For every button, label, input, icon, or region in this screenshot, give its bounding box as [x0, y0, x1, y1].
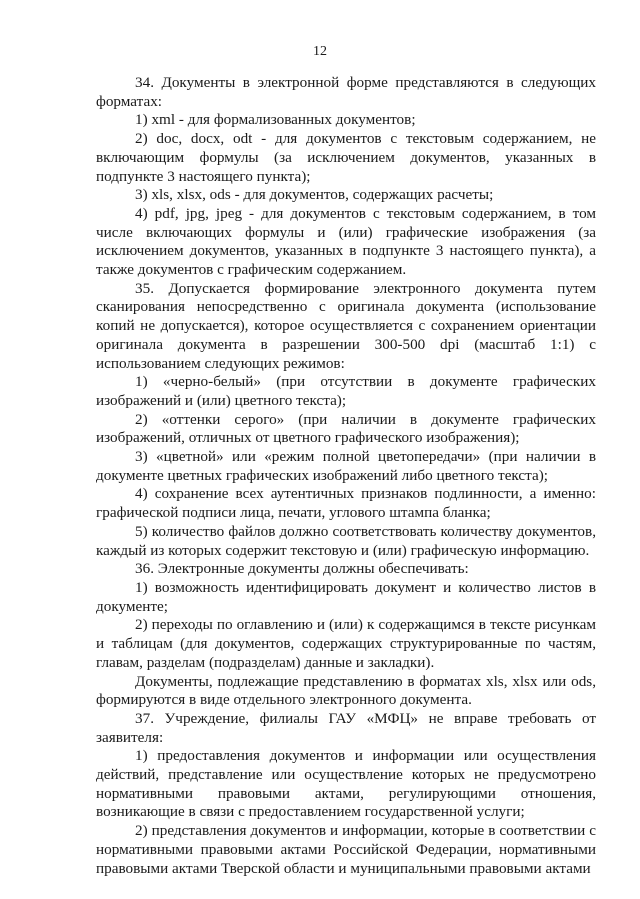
paragraph-37-item-1: 1) предоставления документов и информации или осуществления действий, представление или осуществление которых не предусмотрено нормативными правовыми актами, регулирующими отношения, возникающие в связи с предоставлением государственной услуги; [96, 747, 596, 821]
paragraph-36-item-2: 2) переходы по оглавлению и (или) к содержащимся в тексте рисункам и таблицам (для документов, содержащих структурированные по частям, главам, разделам (подразделам) данные и закладки). [96, 616, 596, 671]
paragraph-35-item-2: 2) «оттенки серого» (при наличии в документе графических изображений, отличных от цветного графического изображения); [96, 410, 596, 447]
paragraph-36: 36. Электронные документы должны обеспечивать: [135, 560, 469, 578]
paragraph-34-item-2: 2) doc, docx, odt - для документов с текстовым содержанием, не включающим формулы (за исключением документов, указанных в подпункте 3 настоящего пункта); [96, 130, 596, 185]
paragraph-34-item-4: 4) pdf, jpg, jpeg - для документов с текстовым содержанием, в том числе включающих формулы и (или) графические изображения (за исключением документов, указанных в подпункте 3 настоящего пункта), а также документов с графическим содержанием. [96, 204, 596, 279]
paragraph-34-item-1: 1) xml - для формализованных документов; [135, 111, 416, 129]
paragraph-37-item-2: 2) представления документов и информации, которые в соответствии с нормативными правовыми актами Российской Федерации, нормативными правовыми актами Тверской области и муниципальными правовыми актами [96, 822, 596, 877]
paragraph-34: 34. Документы в электронной форме представляются в следующих форматах: [96, 74, 596, 110]
paragraph-35: 35. Допускается формирование электронного документа путем сканирования непосредственно с оригинала документа (использование копий не допускается), которое осуществляется с сохранением ориентации оригинала документа в разрешении 300-500 dpi (масштаб 1:1) с использованием следующих режимов: [96, 279, 596, 372]
paragraph-35-item-3: 3) «цветной» или «режим полной цветопередачи» (при наличии в документе цветных графических изображений либо цветного текста); [96, 448, 596, 484]
document-body [96, 74, 596, 878]
paragraph-36-item-1: 1) возможность идентифицировать документ и количество листов в документе; [96, 578, 596, 615]
paragraph-34-item-3: 3) xls, xlsx, ods - для документов, содержащих расчеты; [135, 186, 494, 204]
paragraph-37: 37. Учреждение, филиалы ГАУ «МФЦ» не вправе требовать от заявителя: [96, 709, 596, 746]
paragraph-36-note: Документы, подлежащие представлению в форматах xls, xlsx или ods, формируются в виде отдельного электронного документа. [96, 672, 596, 709]
paragraph-35-item-5: 5) количество файлов должно соответствовать количеству документов, каждый из которых содержит текстовую и (или) графическую информацию. [96, 522, 596, 559]
page-number: 12 [313, 44, 327, 59]
paragraph-35-item-1: 1) «черно-белый» (при отсутствии в документе графических изображений и (или) цветного текста); [96, 373, 596, 409]
paragraph-35-item-4: 4) сохранение всех аутентичных признаков подлинности, а именно: графической подписи лица, печати, углового штампа бланка; [96, 485, 596, 522]
